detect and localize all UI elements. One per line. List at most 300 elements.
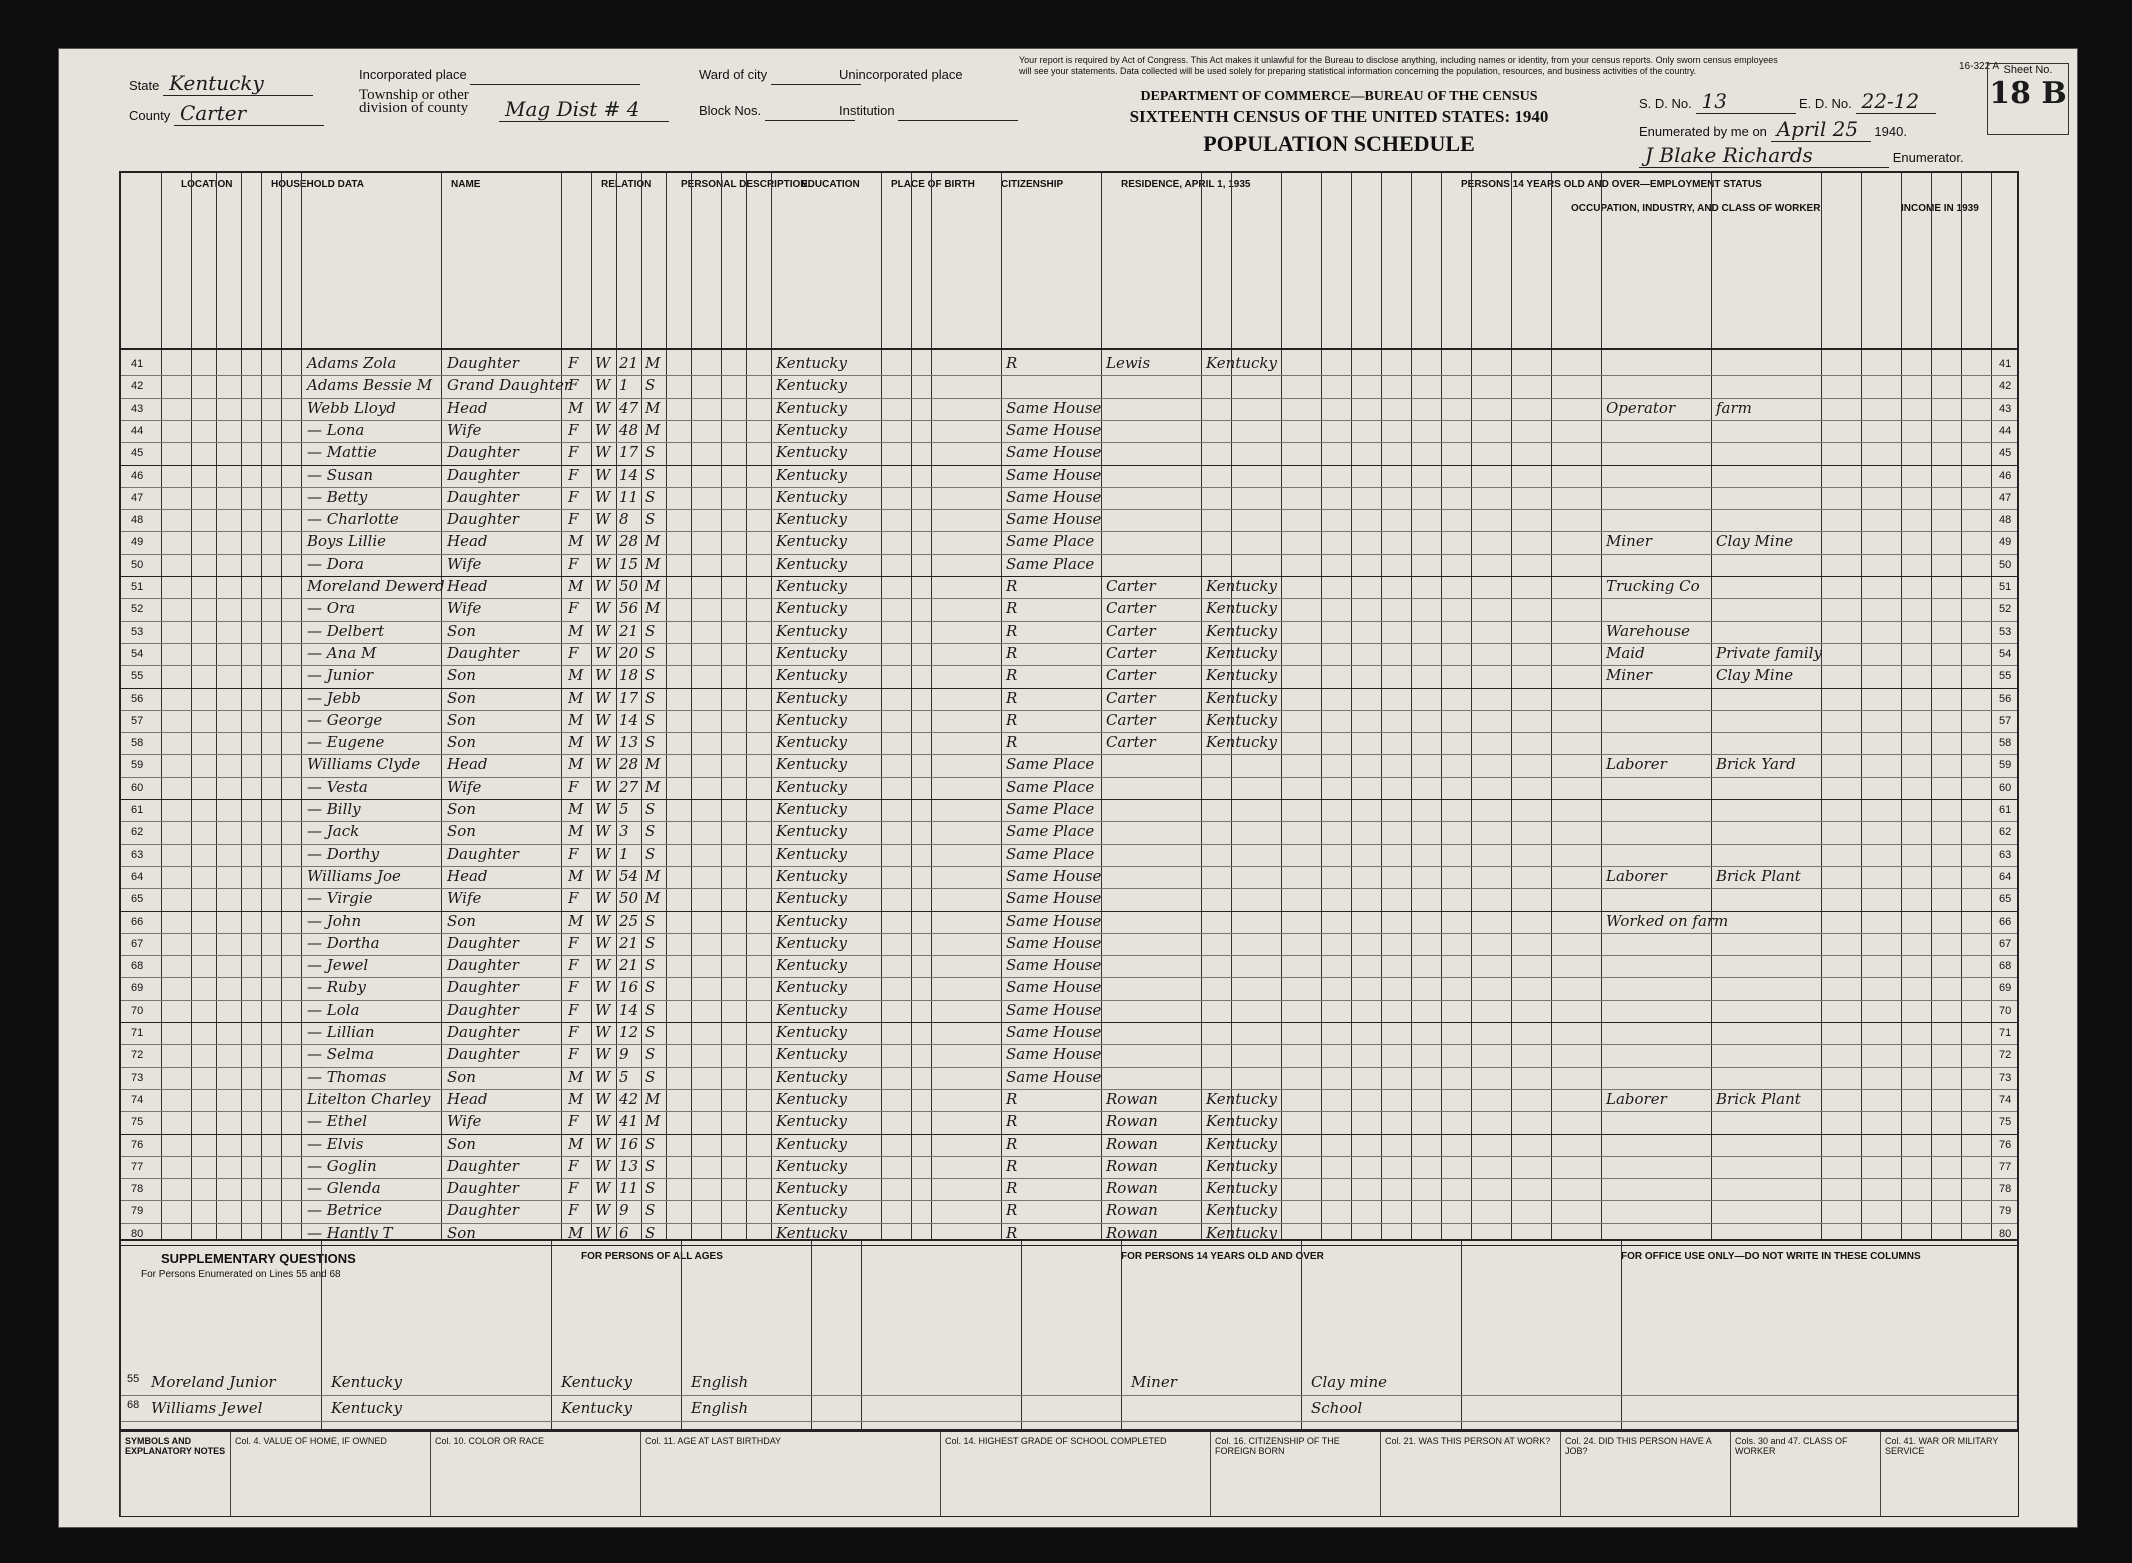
marital-cell: S <box>645 510 656 529</box>
person-name: — Elvis <box>307 1134 364 1153</box>
relation-cell: Wife <box>447 599 482 618</box>
institution-label: Institution <box>839 103 895 118</box>
marital-cell: M <box>645 755 661 774</box>
line-number-right: 45 <box>1999 447 2012 460</box>
industry-cell: Clay Mine <box>1716 532 1794 551</box>
state-cell: Kentucky <box>1206 666 1277 685</box>
relation-cell: Head <box>447 1089 488 1108</box>
grid-column-line <box>161 173 162 1239</box>
birthplace-cell: Kentucky <box>776 1023 847 1041</box>
supp-column-line <box>551 1241 552 1429</box>
supp-mother-birthplace: Kentucky <box>561 1399 632 1417</box>
marital-cell: S <box>645 956 656 975</box>
marital-cell: S <box>645 1000 656 1019</box>
residence-cell: R <box>1006 733 1018 752</box>
race-cell: W <box>595 1223 611 1242</box>
marital-cell: S <box>645 933 656 952</box>
age-cell: 50 <box>619 889 639 908</box>
grid-column-line <box>1351 173 1352 1239</box>
sex-cell: M <box>568 621 584 640</box>
line-number-left: 55 <box>131 670 144 683</box>
relation-cell: Head <box>447 532 488 551</box>
grid-column-line <box>771 173 772 1239</box>
col-name: NAME <box>451 179 481 190</box>
state-cell: Kentucky <box>1206 354 1277 372</box>
sex-cell: F <box>568 354 579 372</box>
line-number-left: 42 <box>131 380 144 393</box>
county-cell: Carter <box>1106 688 1156 707</box>
person-name: — Lola <box>307 1000 360 1019</box>
line-number-right: 69 <box>1999 982 2012 995</box>
county-cell: Rowan <box>1106 1112 1158 1131</box>
grid-column-line <box>1411 173 1412 1239</box>
supp-name: Moreland Junior <box>151 1373 276 1391</box>
birthplace-cell: Kentucky <box>776 465 847 484</box>
residence-cell: R <box>1006 599 1018 618</box>
line-number-left: 68 <box>131 960 144 973</box>
relation-cell: Wife <box>447 420 482 439</box>
race-cell: W <box>595 822 611 841</box>
note-col16: Col. 16. CITIZENSHIP OF THE FOREIGN BORN <box>1210 1432 1380 1516</box>
col-education: EDUCATION <box>801 179 860 190</box>
county-cell: Carter <box>1106 733 1156 752</box>
race-cell: W <box>595 755 611 774</box>
grid-column-line <box>1861 173 1862 1239</box>
person-name: — Goglin <box>307 1156 377 1175</box>
birthplace-cell: Kentucky <box>776 822 847 841</box>
person-name: — George <box>307 710 383 729</box>
grid-column-line <box>1991 173 1992 1239</box>
relation-cell: Daughter <box>447 1201 519 1220</box>
sex-cell: F <box>568 443 579 462</box>
person-name: — Thomas <box>307 1067 387 1086</box>
grid-column-line <box>1711 173 1712 1239</box>
grid-column-line <box>591 173 592 1239</box>
line-number-right: 51 <box>1999 581 2012 593</box>
residence-cell: R <box>1006 1201 1018 1220</box>
line-number-left: 52 <box>131 603 144 616</box>
state-cell: Kentucky <box>1206 599 1277 618</box>
state-cell: Kentucky <box>1206 1134 1277 1153</box>
county-cell: Carter <box>1106 710 1156 729</box>
sex-cell: F <box>568 510 579 529</box>
residence-cell: Same House <box>1006 443 1102 462</box>
race-cell: W <box>595 1045 611 1064</box>
occupation-cell: Laborer <box>1606 1089 1667 1108</box>
supp-column-line <box>681 1241 682 1429</box>
race-cell: W <box>595 510 611 529</box>
marital-cell: S <box>645 710 656 729</box>
race-cell: W <box>595 956 611 975</box>
supp-column-line <box>321 1241 322 1429</box>
relation-cell: Grand Daughter <box>447 376 572 395</box>
person-name: — Billy <box>307 800 361 818</box>
schedule-title: POPULATION SCHEDULE <box>1203 131 1475 156</box>
sex-cell: M <box>568 398 584 417</box>
county-cell: Carter <box>1106 643 1156 662</box>
age-cell: 8 <box>619 510 629 529</box>
race-cell: W <box>595 1112 611 1131</box>
relation-cell: Head <box>447 866 488 885</box>
race-cell: W <box>595 599 611 618</box>
race-cell: W <box>595 1000 611 1019</box>
sex-cell: F <box>568 1156 579 1175</box>
line-number-right: 44 <box>1999 424 2012 437</box>
person-name: — Jewel <box>307 956 369 975</box>
age-cell: 11 <box>619 487 639 506</box>
enumerated-year: 1940. <box>1874 124 1907 139</box>
supp-column-line <box>861 1241 862 1429</box>
race-cell: W <box>595 1023 611 1041</box>
sex-cell: M <box>568 1089 584 1108</box>
note-symbols: SYMBOLS AND EXPLANATORY NOTES <box>120 1432 230 1516</box>
occupation-cell: Worked on farm <box>1606 911 1729 930</box>
sex-cell: F <box>568 1112 579 1131</box>
line-number-left: 57 <box>131 714 144 727</box>
person-name: — Lona <box>307 420 365 439</box>
state-cell: Kentucky <box>1206 1179 1277 1198</box>
sheet-value: 18 B <box>1989 76 2067 111</box>
relation-cell: Daughter <box>447 443 519 462</box>
line-number-left: 46 <box>131 469 144 482</box>
county-cell: Carter <box>1106 666 1156 685</box>
race-cell: W <box>595 733 611 752</box>
marital-cell: S <box>645 1067 656 1086</box>
line-number-right: 46 <box>1999 469 2012 482</box>
institution-field <box>839 103 1018 121</box>
line-number-left: 69 <box>131 982 144 995</box>
residence-cell: Same House <box>1006 889 1102 908</box>
residence-cell: Same Place <box>1006 844 1095 863</box>
race-cell: W <box>595 643 611 662</box>
state-cell: Kentucky <box>1206 710 1277 729</box>
line-number-left: 44 <box>131 424 144 437</box>
row-divider <box>121 1223 2017 1224</box>
person-name: Adams Bessie M <box>307 376 433 395</box>
birthplace-cell: Kentucky <box>776 510 847 529</box>
state-cell: Kentucky <box>1206 643 1277 662</box>
relation-cell: Son <box>447 621 476 640</box>
state-cell: Kentucky <box>1206 1156 1277 1175</box>
county-cell: Carter <box>1106 599 1156 618</box>
relation-cell: Son <box>447 666 476 685</box>
marital-cell: S <box>645 800 656 818</box>
supp-column-line <box>1021 1241 1022 1429</box>
line-number-left: 79 <box>131 1205 144 1218</box>
marital-cell: M <box>645 577 661 595</box>
note-col30: Cols. 30 and 47. CLASS OF WORKER <box>1730 1432 1880 1516</box>
birthplace-cell: Kentucky <box>776 844 847 863</box>
person-name: — John <box>307 911 362 930</box>
enumerated-date: April 25 <box>1771 117 1871 142</box>
sex-cell: F <box>568 1000 579 1019</box>
note-col14: Col. 14. HIGHEST GRADE OF SCHOOL COMPLETED <box>940 1432 1210 1516</box>
county-value: Carter <box>174 101 324 126</box>
age-cell: 21 <box>619 621 639 640</box>
person-name: Litelton Charley <box>307 1089 431 1108</box>
county-cell: Carter <box>1106 621 1156 640</box>
sex-cell: F <box>568 487 579 506</box>
age-cell: 21 <box>619 956 639 975</box>
residence-cell: Same Place <box>1006 822 1095 841</box>
birthplace-cell: Kentucky <box>776 755 847 774</box>
state-cell: Kentucky <box>1206 577 1277 595</box>
state-cell: Kentucky <box>1206 688 1277 707</box>
row-divider <box>121 1178 2017 1179</box>
unincorporated-label: Unincorporated place <box>839 67 963 82</box>
sex-cell: F <box>568 1179 579 1198</box>
line-number-left: 71 <box>131 1027 144 1039</box>
residence-cell: Same Place <box>1006 800 1095 818</box>
county-field <box>129 101 324 126</box>
residence-cell: R <box>1006 666 1018 685</box>
legal-notice: Your report is required by Act of Congress. This Act makes it unlawful for the Bureau to disclose anything, including names or identity, from your census reports. Only sworn census employees will see your statements. Data collected will be used solely for preparing statistical information concerning the population, resources, and business activities of the country. <box>1019 55 1778 76</box>
marital-cell: S <box>645 844 656 863</box>
marital-cell: M <box>645 532 661 551</box>
line-number-right: 48 <box>1999 514 2012 527</box>
block-field <box>699 103 855 121</box>
header-divider <box>121 348 2017 350</box>
line-number-right: 71 <box>1999 1027 2012 1039</box>
relation-cell: Daughter <box>447 465 519 484</box>
birthplace-cell: Kentucky <box>776 978 847 997</box>
line-number-right: 63 <box>1999 848 2012 861</box>
relation-cell: Son <box>447 1134 476 1153</box>
ed-field <box>1799 89 1936 114</box>
line-number-left: 65 <box>131 893 144 906</box>
marital-cell: M <box>645 777 661 796</box>
line-number-right: 62 <box>1999 826 2012 839</box>
relation-cell: Daughter <box>447 978 519 997</box>
birthplace-cell: Kentucky <box>776 398 847 417</box>
relation-cell: Son <box>447 710 476 729</box>
col-citizenship: CITIZENSHIP <box>1001 179 1064 190</box>
grid-column-line <box>1551 173 1552 1239</box>
line-number-left: 61 <box>131 804 144 816</box>
line-number-left: 41 <box>131 358 144 370</box>
residence-cell: Same House <box>1006 510 1102 529</box>
population-grid <box>119 171 2019 1241</box>
line-number-right: 78 <box>1999 1183 2012 1196</box>
age-cell: 27 <box>619 777 639 796</box>
relation-cell: Daughter <box>447 1045 519 1064</box>
birthplace-cell: Kentucky <box>776 956 847 975</box>
sex-cell: F <box>568 1045 579 1064</box>
industry-cell: Brick Plant <box>1716 866 1801 885</box>
race-cell: W <box>595 911 611 930</box>
relation-cell: Head <box>447 577 488 595</box>
age-cell: 16 <box>619 978 639 997</box>
sex-cell: F <box>568 889 579 908</box>
sex-cell: F <box>568 844 579 863</box>
residence-cell: Same Place <box>1006 554 1095 573</box>
age-cell: 11 <box>619 1179 639 1198</box>
col-birthplace: PLACE OF BIRTH <box>891 179 975 190</box>
marital-cell: M <box>645 420 661 439</box>
sex-cell: F <box>568 1023 579 1041</box>
age-cell: 14 <box>619 710 639 729</box>
sex-cell: F <box>568 643 579 662</box>
sex-cell: F <box>568 1201 579 1220</box>
line-number-right: 66 <box>1999 915 2012 928</box>
birthplace-cell: Kentucky <box>776 866 847 885</box>
race-cell: W <box>595 1067 611 1086</box>
relation-cell: Daughter <box>447 1023 519 1041</box>
age-cell: 5 <box>619 1067 629 1086</box>
relation-cell: Daughter <box>447 354 519 372</box>
marital-cell: S <box>645 621 656 640</box>
line-number-right: 80 <box>1999 1227 2012 1240</box>
sex-cell: M <box>568 1067 584 1086</box>
age-cell: 18 <box>619 666 639 685</box>
county-cell: Rowan <box>1106 1134 1158 1153</box>
line-number-right: 57 <box>1999 714 2012 727</box>
age-cell: 9 <box>619 1045 629 1064</box>
birthplace-cell: Kentucky <box>776 532 847 551</box>
county-cell: Rowan <box>1106 1089 1158 1108</box>
birthplace-cell: Kentucky <box>776 487 847 506</box>
supp-name: Williams Jewel <box>151 1399 263 1417</box>
county-cell: Rowan <box>1106 1223 1158 1242</box>
race-cell: W <box>595 621 611 640</box>
age-cell: 1 <box>619 844 629 863</box>
age-cell: 50 <box>619 577 639 595</box>
age-cell: 13 <box>619 733 639 752</box>
relation-cell: Son <box>447 688 476 707</box>
relation-cell: Daughter <box>447 933 519 952</box>
relation-cell: Son <box>447 911 476 930</box>
relation-cell: Daughter <box>447 510 519 529</box>
row-divider <box>121 1156 2017 1157</box>
person-name: — Mattie <box>307 443 377 462</box>
supp-column-line <box>1621 1241 1622 1429</box>
grid-column-line <box>616 173 617 1239</box>
sex-cell: M <box>568 733 584 752</box>
occupation-cell: Operator <box>1606 398 1676 417</box>
race-cell: W <box>595 866 611 885</box>
race-cell: W <box>595 933 611 952</box>
person-name: — Delbert <box>307 621 385 640</box>
relation-cell: Son <box>447 800 476 818</box>
marital-cell: M <box>645 398 661 417</box>
sheet-label: Sheet No. <box>2003 64 2053 76</box>
grid-column-line <box>1441 173 1442 1239</box>
sex-cell: F <box>568 465 579 484</box>
relation-cell: Wife <box>447 554 482 573</box>
grid-column-line <box>1901 173 1902 1239</box>
department-line: DEPARTMENT OF COMMERCE—BUREAU OF THE CENSUS <box>1140 89 1538 104</box>
industry-cell: Brick Plant <box>1716 1089 1801 1108</box>
line-number-left: 50 <box>131 558 144 571</box>
marital-cell: S <box>645 1201 656 1220</box>
grid-column-line <box>721 173 722 1239</box>
state-cell: Kentucky <box>1206 1223 1277 1242</box>
ed-value: 22-12 <box>1856 89 1936 114</box>
grid-column-line <box>216 173 217 1239</box>
enumerator-name: J Blake Richards <box>1639 143 1889 168</box>
race-cell: W <box>595 354 611 372</box>
person-name: Adams Zola <box>307 354 397 372</box>
race-cell: W <box>595 889 611 908</box>
supp-father-birthplace: Kentucky <box>331 1399 402 1417</box>
race-cell: W <box>595 1201 611 1220</box>
relation-cell: Son <box>447 1223 476 1242</box>
sex-cell: M <box>568 532 584 551</box>
birthplace-cell: Kentucky <box>776 688 847 707</box>
age-cell: 3 <box>619 822 629 841</box>
sd-value: 13 <box>1696 89 1796 114</box>
birthplace-cell: Kentucky <box>776 554 847 573</box>
county-cell: Rowan <box>1106 1179 1158 1198</box>
residence-cell: R <box>1006 1179 1018 1198</box>
relation-cell: Wife <box>447 777 482 796</box>
person-name: — Jebb <box>307 688 361 707</box>
grid-column-line <box>666 173 667 1239</box>
race-cell: W <box>595 376 611 395</box>
marital-cell: S <box>645 911 656 930</box>
race-cell: W <box>595 666 611 685</box>
race-cell: W <box>595 487 611 506</box>
enumerated-label: Enumerated by me on <box>1639 124 1767 139</box>
line-number-left: 74 <box>131 1093 144 1106</box>
residence-cell: R <box>1006 1089 1018 1108</box>
birthplace-cell: Kentucky <box>776 777 847 796</box>
line-number-left: 60 <box>131 781 144 794</box>
age-cell: 21 <box>619 354 639 372</box>
line-number-left: 73 <box>131 1071 144 1084</box>
sex-cell: M <box>568 710 584 729</box>
race-cell: W <box>595 532 611 551</box>
line-number-left: 53 <box>131 625 144 638</box>
ed-label: E. D. No. <box>1799 96 1852 111</box>
county-cell: Carter <box>1106 577 1156 595</box>
grid-column-line <box>1511 173 1512 1239</box>
race-cell: W <box>595 1156 611 1175</box>
person-name: — Betrice <box>307 1201 382 1220</box>
race-cell: W <box>595 1179 611 1198</box>
birthplace-cell: Kentucky <box>776 911 847 930</box>
line-number-left: 45 <box>131 447 144 460</box>
race-cell: W <box>595 465 611 484</box>
sex-cell: F <box>568 777 579 796</box>
line-number-right: 67 <box>1999 937 2012 950</box>
residence-cell: Same House <box>1006 978 1102 997</box>
residence-cell: R <box>1006 577 1018 595</box>
row-divider <box>121 1111 2017 1112</box>
relation-cell: Wife <box>447 889 482 908</box>
occupation-cell: Trucking Co <box>1606 577 1700 595</box>
sex-cell: M <box>568 822 584 841</box>
birthplace-cell: Kentucky <box>776 1045 847 1064</box>
grid-column-line <box>641 173 642 1239</box>
sex-cell: M <box>568 666 584 685</box>
birthplace-cell: Kentucky <box>776 733 847 752</box>
state-cell: Kentucky <box>1206 621 1277 640</box>
line-number-left: 62 <box>131 826 144 839</box>
state-cell: Kentucky <box>1206 1112 1277 1131</box>
residence-cell: R <box>1006 710 1018 729</box>
residence-cell: Same House <box>1006 956 1102 975</box>
residence-cell: Same Place <box>1006 777 1095 796</box>
county-cell: Lewis <box>1106 354 1151 372</box>
note-col10: Col. 10. COLOR OR RACE <box>430 1432 640 1516</box>
person-name: — Glenda <box>307 1179 381 1198</box>
sex-cell: M <box>568 688 584 707</box>
block-label: Block Nos. <box>699 103 762 118</box>
township-label: Township or other division of county <box>359 87 469 116</box>
sd-label: S. D. No. <box>1639 96 1692 111</box>
person-name: — Junior <box>307 666 374 685</box>
